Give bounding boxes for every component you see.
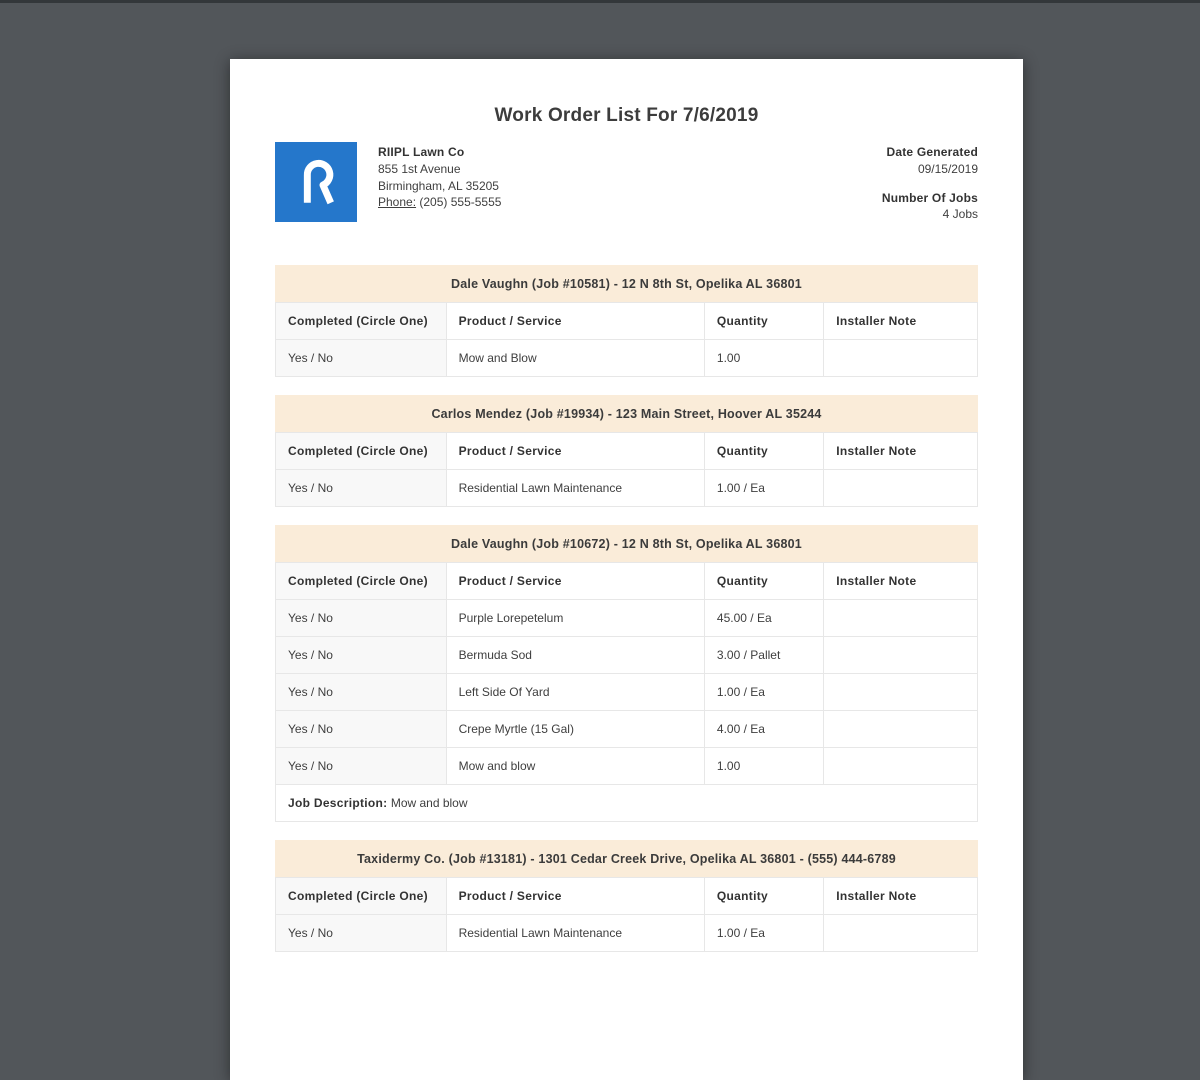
- quantity-cell: 1.00 / Ea: [704, 674, 823, 711]
- viewport-top-edge: [0, 0, 1200, 3]
- column-header-installer-note-cell: Installer Note: [824, 303, 978, 340]
- work-order-row: [276, 600, 978, 637]
- quantity-cell: 1.00: [704, 340, 823, 377]
- installer-note-cell: [824, 915, 978, 952]
- installer-note-cell: [824, 340, 978, 377]
- number-of-jobs-label: Number Of Jobs: [881, 190, 978, 205]
- product-cell: Crepe Myrtle (15 Gal): [446, 711, 704, 748]
- column-header-quantity-cell: Quantity: [704, 563, 823, 600]
- installer-note-cell: [824, 637, 978, 674]
- work-order-row: [276, 674, 978, 711]
- quantity-cell: 45.00 / Ea: [704, 600, 823, 637]
- completed-cell: Yes / No: [276, 748, 447, 785]
- product-cell: Residential Lawn Maintenance: [446, 915, 704, 952]
- work-order-row: [276, 470, 978, 507]
- product-cell: Mow and blow: [446, 748, 704, 785]
- work-order-row: [276, 711, 978, 748]
- job-description-row: [276, 785, 978, 822]
- installer-note-cell: [824, 711, 978, 748]
- column-header-product-cell: Product / Service: [446, 563, 704, 600]
- number-of-jobs-value: 4 Jobs: [942, 207, 978, 222]
- column-header-row: [276, 563, 978, 600]
- completed-cell: Yes / No: [276, 600, 447, 637]
- work-order-table: [275, 432, 978, 507]
- completed-cell: Yes / No: [276, 340, 447, 377]
- work-order-table: [275, 302, 978, 377]
- completed-cell: Yes / No: [276, 637, 447, 674]
- company-logo: [275, 142, 357, 222]
- column-header-row: [276, 878, 978, 915]
- work-order-section: [275, 525, 978, 822]
- completed-cell: Yes / No: [276, 915, 447, 952]
- column-header-completed-cell: Completed (Circle One): [276, 433, 447, 470]
- product-cell: Mow and Blow: [446, 340, 704, 377]
- work-order-title: Taxidermy Co. (Job #13181) - 1301 Cedar Creek Drive, Opelika AL 36801 - (555) 444-6789: [275, 840, 978, 877]
- quantity-cell: 1.00 / Ea: [704, 470, 823, 507]
- column-header-installer-note-cell: Installer Note: [824, 563, 978, 600]
- work-order-title: Dale Vaughn (Job #10581) - 12 N 8th St, Opelika AL 36801: [275, 265, 978, 302]
- completed-cell: Yes / No: [276, 470, 447, 507]
- column-header-completed-cell: Completed (Circle One): [276, 303, 447, 340]
- quantity-cell: 3.00 / Pallet: [704, 637, 823, 674]
- product-cell: Left Side Of Yard: [446, 674, 704, 711]
- work-order-row: [276, 915, 978, 952]
- page-title: Work Order List For 7/6/2019: [494, 105, 759, 126]
- job-description: Job Description: Mow and blow: [276, 785, 978, 822]
- company-address-line1: 855 1st Avenue: [378, 161, 461, 176]
- work-order-row: [276, 748, 978, 785]
- document-meta: [882, 142, 978, 223]
- date-generated-label: Date Generated: [886, 145, 978, 159]
- company-address-line2: Birmingham, AL 35205: [378, 178, 499, 193]
- work-order-row: [276, 637, 978, 674]
- quantity-cell: 1.00 / Ea: [704, 915, 823, 952]
- installer-note-cell: [824, 748, 978, 785]
- completed-cell: Yes / No: [276, 711, 447, 748]
- work-order-table: [275, 877, 978, 952]
- logo-r-icon: [290, 154, 342, 210]
- product-cell: Bermuda Sod: [446, 637, 704, 674]
- company-phone: [378, 194, 501, 211]
- work-orders: [275, 265, 978, 952]
- quantity-cell: 1.00: [704, 748, 823, 785]
- column-header-installer-note-cell: Installer Note: [824, 878, 978, 915]
- company-name: RIIPL Lawn Co: [378, 145, 465, 159]
- installer-note-cell: [824, 600, 978, 637]
- document-header: [275, 142, 978, 223]
- work-order-title: Carlos Mendez (Job #19934) - 123 Main Street, Hoover AL 35244: [275, 395, 978, 432]
- date-generated-value: 09/15/2019: [917, 161, 978, 176]
- work-order-title: Dale Vaughn (Job #10672) - 12 N 8th St, Opelika AL 36801: [275, 525, 978, 562]
- meta-spacer: [882, 178, 978, 190]
- company-info: [378, 142, 501, 211]
- column-header-quantity-cell: Quantity: [704, 303, 823, 340]
- column-header-quantity-cell: Quantity: [704, 433, 823, 470]
- installer-note-cell: [824, 470, 978, 507]
- quantity-cell: 4.00 / Ea: [704, 711, 823, 748]
- column-header-completed-cell: Completed (Circle One): [276, 563, 447, 600]
- document-page: [230, 59, 1023, 1080]
- completed-cell: Yes / No: [276, 674, 447, 711]
- column-header-installer-note-cell: Installer Note: [824, 433, 978, 470]
- work-order-section: [275, 395, 978, 507]
- product-cell: Purple Lorepetelum: [446, 600, 704, 637]
- work-order-table: [275, 562, 978, 822]
- column-header-row: [276, 303, 978, 340]
- job-description-label: Job Description:: [288, 796, 388, 811]
- column-header-quantity-cell: Quantity: [704, 878, 823, 915]
- column-header-row: [276, 433, 978, 470]
- column-header-product-cell: Product / Service: [446, 433, 704, 470]
- work-order-section: [275, 840, 978, 952]
- phone-number: (205) 555-5555: [419, 195, 502, 210]
- column-header-product-cell: Product / Service: [446, 303, 704, 340]
- product-cell: Residential Lawn Maintenance: [446, 470, 704, 507]
- work-order-row: [276, 340, 978, 377]
- phone-label: Phone:: [378, 195, 417, 210]
- work-order-section: [275, 265, 978, 377]
- installer-note-cell: [824, 674, 978, 711]
- column-header-product-cell: Product / Service: [446, 878, 704, 915]
- column-header-completed-cell: Completed (Circle One): [276, 878, 447, 915]
